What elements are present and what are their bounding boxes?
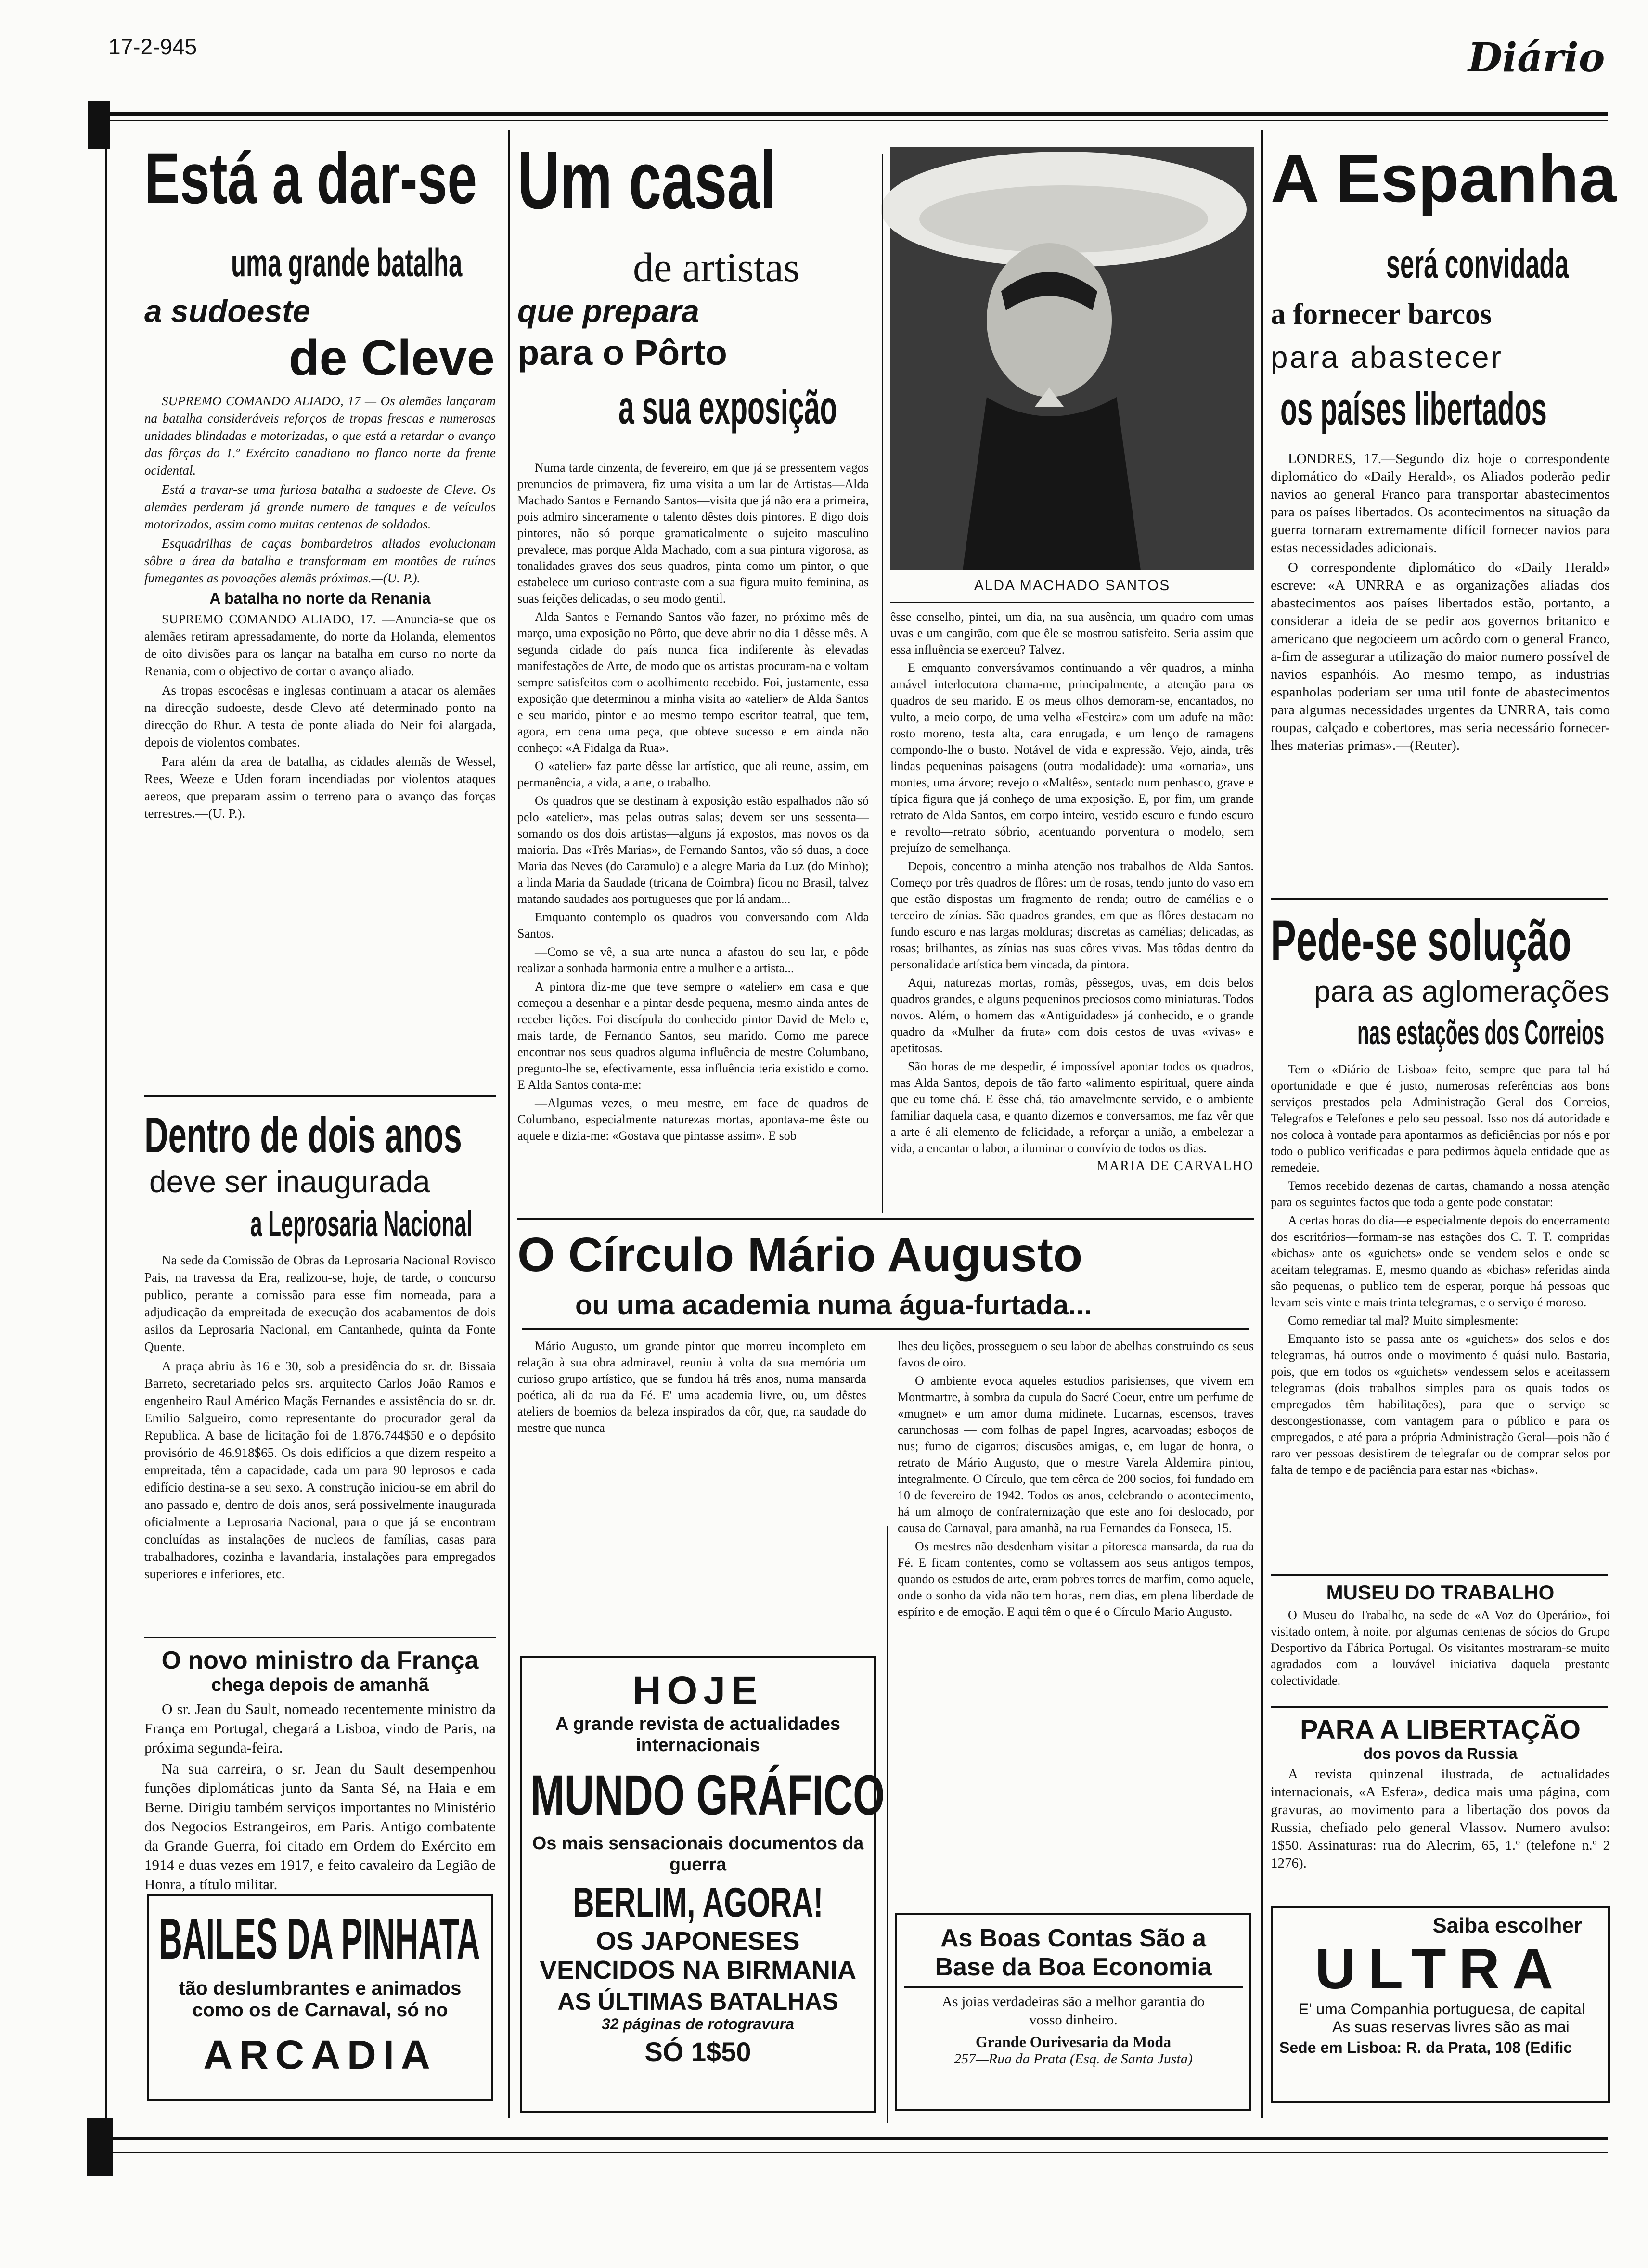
paragraph: O «atelier» faz parte dêsse lar artístico, que ali reune, assim, em permanência, a vida, a arte, o trabalho. <box>517 759 869 789</box>
deck: uma grande batalha <box>231 241 463 285</box>
ad-text: Saiba escolher <box>1432 1914 1582 1937</box>
ad-title: BAILES DA PINHATA <box>159 1907 480 1971</box>
headline: Pede-se solução <box>1271 908 1572 973</box>
paragraph: Os mestres não desdenham visitar a pitoresca mansarda, da rua da Fé. E ficam contentes, como se voltassem aos seus antigos tempos, quando os estudos de arte, eram pobres torres de marfim, como aquele, onde o sonho da vida não tem horas, nem dias, em plena liberdade de espírito e de emoção. E aqui têm o que é o Círculo Mario Augusto. <box>898 1539 1254 1619</box>
ad-text: 257—Rua da Prata (Esq. de Santa Justa) <box>954 2051 1193 2067</box>
ad-text: Os mais sensacionais documentos da guerra <box>532 1833 864 1875</box>
deck: os países libertados <box>1280 383 1547 435</box>
ad-mundo-grafico <box>520 1656 885 2113</box>
paragraph: LONDRES, 17.—Segundo diz hoje o correspondente diplomático do «Daily Herald», os Aliados poderão pedir navios ao general Franco para transportar abastecimentos para os países libertados. Os acontecimentos na situação da guerra tornaram extremamente difícil fornecer navios para estas necessidades adicionais. <box>1271 451 1610 555</box>
article-circulo <box>517 1227 1254 1685</box>
paragraph: São horas de me despedir, é impossível apontar todos os quadros, mas Alda Santos, depois de tão farto «alimento espiritual, quere ainda que eu tome chá. E êsse chá, tão amavelmente servido, e o ambiente familiar daquela casa, e quanto dizemos e conversamos, me faz vêr que a arte é ali elemento de felicidade, a reforçar a união, a embelezar a vida, a encantar o labor, a iluminar o convívio de todos os dias. <box>890 1059 1254 1155</box>
ad-text: como os de Carnaval, só no <box>192 1999 448 2021</box>
deck: para o Pôrto <box>517 333 727 373</box>
headline: MUSEU DO TRABALHO <box>1326 1581 1555 1604</box>
ad-title: ULTRA <box>1314 1937 1566 2001</box>
deck: que prepara <box>517 293 699 329</box>
deck: a sua exposição <box>618 381 837 434</box>
ad-text: Grande Ourivesaria da Moda <box>975 2033 1172 2050</box>
masthead-rule <box>103 112 1608 116</box>
article-casal <box>517 135 1254 1208</box>
paper-name: Diário <box>1468 35 1605 81</box>
ad-ourivesaria <box>895 1913 1251 2111</box>
column-subdivider <box>887 1526 888 2123</box>
ad-text: AS ÚLTIMAS BATALHAS <box>557 1988 838 2015</box>
ad-text: E' uma Companhia portuguesa, de capital <box>1299 2000 1585 2018</box>
ad-rule <box>904 1986 1243 1988</box>
section-rule <box>517 1218 1254 1220</box>
headline: PARA A LIBERTAÇÃO <box>1300 1714 1581 1744</box>
headline: A Espanha <box>1271 141 1617 216</box>
paragraph: Temos recebido dezenas de cartas, chamando a nossa atenção para os seguintes factos que toda a gente pode constatar: <box>1271 1179 1610 1209</box>
deck: chega depois de amanhã <box>211 1675 429 1695</box>
paragraph: O sr. Jean du Sault, nomeado recentemente ministro da França em Portugal, chegará a Lisboa, vindo de Paris, na próxima segunda-feira. <box>144 1701 496 1756</box>
ad-text: HOJE <box>632 1669 763 1713</box>
ad-text: As joias verdadeiras são a melhor garantia do vosso dinheiro. <box>942 1994 1205 2028</box>
masthead-rule-thin <box>103 120 1608 121</box>
deck: a sudoeste <box>144 293 310 329</box>
article-correios <box>1271 907 1610 1543</box>
ad-text: tão deslumbrantes e animados <box>179 1978 462 1999</box>
column-divider <box>1261 130 1263 2118</box>
paragraph: A praça abriu às 16 e 30, sob a presidência do sr. dr. Bissaia Barreto, secretariado pelos srs. arquitecto Carlos João Ramos e engenheiro Raul Américo Maçãs Fernandes e assistência do sr. dr. Emilio Salgueiro, como representante do procurador geral da Republica. A base de licitação foi de 1.876.744$50 e o depósito provisório de 46.918$65. Os dois edifícios a que dizem respeito a empreitada, têm a capacidade, cada um para 90 leprosos e cada edifício destina-se a seu sexo. A construção iniciou-se em abril do ano passado e, dentro de dois anos, será possivelmente inaugurada oficialmente a Leprosaria Nacional, para o que já se encontram concluídas as instalações de nucleos de famílias, casas para trabalhadores, cozinha e lavandaria, instalações para empregados superiores e inferiores, etc. <box>144 1359 496 1581</box>
headline: Está a dar-se <box>144 138 477 219</box>
paragraph: SUPREMO COMANDO ALIADO, 17. —Anuncia-se que os alemães retiram apressadamente, do norte da Holanda, elementos de oito divisões para os lançar na batalha em curso no norte da Renania, com o objectivo de cortar o avanço aliado. <box>144 612 496 678</box>
deck: para as aglomerações <box>1314 975 1609 1008</box>
ad-venue: ARCADIA <box>203 2032 437 2077</box>
deck: dos povos da Russia <box>1363 1745 1518 1762</box>
article-ministro <box>144 1646 496 1893</box>
paragraph: A pintora diz-me que teve sempre o «atelier» em casa e que começou a desenhar e a pintar desde pequena, mesmo ainda antes de receber lições. Foi discípula do conhecido pintor David de Melo e, mais tarde, de Fernando Santos, seu marido. Como me parece encontrar nos seus quadros alguma influência de mestre Columbano, pregunto-lhe se, efectivamente, essa influência teria existido e como. E Alda Santos conta-me: <box>517 979 869 1092</box>
corner-block-bottom <box>87 2118 113 2176</box>
headline: O novo ministro da França <box>161 1647 479 1675</box>
headline: Um casal <box>517 135 776 226</box>
footer-rule <box>111 2137 1608 2140</box>
paragraph: Está a travar-se uma furiosa batalha a sudoeste de Cleve. Os alemães perderam já grande numero de tanques e de veículos motorizados, assim como muitas centenas de soldados. <box>144 482 496 531</box>
paragraph: —Como se vê, a sua arte nunca a afastou do seu lar, e pôde realizar a sonhada harmonia entre a mulher e a artista... <box>517 945 869 975</box>
paragraph: Depois, concentro a minha atenção nos trabalhos de Alda Santos. Começo por três quadros de flôres: um de rosas, tendo junto do vaso em que estão dispostas um fragmento de renda; outro de camélias e o terceiro de zínias. São quadros grandes, em que as flôres destacam no fundo escuro e nas largas molduras; discretas as camélias; delicadas, as rosas; brilhantes, as zínias nas suas côres vivas. Mas tôdas dentro da personalidade artística bem vincada, da pintora. <box>890 859 1254 971</box>
article-libertacao <box>1271 1714 1610 1896</box>
ad-bailes-pinhata <box>147 1894 493 2101</box>
deck: será convidada <box>1386 241 1569 286</box>
article-leprosaria <box>144 1107 496 1646</box>
portrait-illustration <box>890 147 1254 570</box>
paragraph: A revista quinzenal ilustrada, de actualidades internacionais, «A Esfera», dedica mais uma página, com gravuras, ao movimento para a libertação dos povos da Russia, chefiado pelo general Vlassov. Numero avulso: 1$50. Assinaturas: rua do Alecrim, 65, 1.º (telefone n.º 2 1276). <box>1271 1766 1610 1871</box>
paragraph: Na sua carreira, o sr. Jean du Sault desempenhou funções diplomáticas junto da Santa Sé, na Haia e em Berne. Dirigiu também serviços importantes no Ministério dos Negocios Estrangeiros, em Paris. Antigo combatente da Grande Guerra, foi citado em Ordem do Exército em 1914 e duas vezes em 1917, e feito cavaleiro da Legião de Honra, a título militar. <box>144 1760 496 1893</box>
ad-text: BERLIM, AGORA! <box>572 1880 824 1926</box>
paragraph: Mário Augusto, um grande pintor que morreu incompleto em relação à sua obra admiravel, reuniu à volta da sua memória um curioso grupo artístico, que se fundou há três anos, numa mansarda poética, ali da rua da Fé. E' uma academia livre, ou, um dêstes ateliers de boemios da beleza inspirados da côr, que, na saudade do mestre que nunca <box>517 1339 866 1435</box>
issue-date: 17-2-945 <box>108 34 197 59</box>
paragraph: E emquanto conversávamos continuando a vêr quadros, a minha amável interlocutora chama-me, principalmente, a atenção para os quadros de seu marido. E os meus olhos demoram-se, encantados, no vulto, a meio corpo, de uma velha «Festeira» com um adufe na mão: rosto moreno, testa alta, cara enrugada, e um lenço de ramagens compondo-lhe o busto. Notável de vida e expressão. Vejo, ainda, três lindas pequeninas paisagens (outra modalidade): uma «ornaria», uns montes, uma árvore; revejo o «Maltês», sentado num penhasco, grave e típica figura que já conheço de uma exposição. E, por fim, um grande retrato de Alda Santos, em corpo inteiro, vestido escuro e fundo escuro e revolto—retrato sóbrio, acentuando porventura o modelo, sem prejuízo de semelhança. <box>890 661 1254 855</box>
ad-title: Base da Boa Economia <box>935 1953 1212 1981</box>
deck: deve ser inaugurada <box>149 1164 430 1199</box>
paragraph: Emquanto isto se passa ante os «guichets» dos selos e dos telegramas, há outros onde o movimento é quási nulo. Bastaria, pois, que em todos os «guichets» vendessem selos e aceitassem telegramas (dois trabalhos simples para os quais todos os empregados têm habilitações), para que o serviço se descongestionasse, com vantagem para o público e para os empregados, e até para a própria Administração Geral—pois não é raro ver pessoas desistirem de telegrafar ou de comprar selos por falta de tempo e de paciência para estar nas «bichas». <box>1271 1332 1610 1477</box>
paragraph: êsse conselho, pintei, um dia, na sua ausência, um quadro com umas uvas e um cangirão, com que êle se mostrou satisfeito. Seria assim que essa influência se exerceu? Talvez. <box>890 610 1254 657</box>
paragraph: lhes deu lições, prosseguem o seu labor de abelhas construindo os seus favos de oiro. <box>898 1339 1254 1369</box>
left-margin-rule <box>105 120 107 2161</box>
ad-ultra <box>1271 1906 1610 2103</box>
deck: de Cleve <box>289 330 495 386</box>
paragraph: Para além da area de batalha, as cidades alemãs de Wessel, Rees, Weeze e Uden foram incendiadas por violentos ataques aereos, que preparam assim o terreno para o avanço das forças terrestres.—(U. P.). <box>144 754 496 821</box>
ad-text: OS JAPONESES VENCIDOS NA BIRMANIA <box>539 1927 857 1984</box>
headline: O Círculo Mário Augusto <box>517 1228 1083 1282</box>
deck: de artistas <box>633 244 800 290</box>
paragraph: O Museu do Trabalho, na sede de «A Voz do Operário», foi visitado ontem, à noite, por algumas centenas de sócios do Grupo Desportivo da Fábrica Portugal. Os visitantes mostraram-se muito agradados com a louvável iniciativa daquela prestante colectividade. <box>1271 1608 1610 1688</box>
deck-rule <box>522 1328 1249 1330</box>
paragraph: O ambiente evoca aqueles estudios parisienses, que vivem em Montmartre, à sombra da cupula do Sacré Coeur, entre um perfume de «mugnet» e um amor duma midinete. Lucarnas, escensos, traves carunchosas — com folhas de papel Ingres, acarvoadas; esboços de nus; fumo de cigarros; discusões amigas, e, em lugar de honra, o retrato de Mário Augusto, que o mestre Varela Aldemira pintou, integralmente. O Círculo, que tem cêrca de 200 socios, foi fundado em 10 de fevereiro de 1942. Todos os anos, celebrando o acontecimento, há um almoço de confraternização que este ano foi deslocado, por causa do Carnaval, para amanhã, na rua Fernandes da Fonseca, 15. <box>898 1374 1254 1535</box>
section-rule <box>1271 898 1608 900</box>
ad-text: As suas reservas livres são as mai <box>1332 2018 1570 2036</box>
ad-text: Sede em Lisboa: R. da Prata, 108 (Edific <box>1279 2039 1572 2056</box>
article-cleve <box>144 140 496 1102</box>
paragraph: O correspondente diplomático do «Daily Herald» escreve: «A UNRRA e as organizações aliadas dos abastecimentos aos países libertados estão, portanto, a considerar a ideia de se pedir aos governos britanico e americano que negocieem um acôrdo com o general Franco, a-fim de assegurar a utilização do maior numero possível de navios espanhóis. Ao mesmo tempo, as industrias espanholas poderiam ser uma util fonte de abastecimentos para algumas necessidades urgentes da UNRRA, tais como roupas, calçado e cobertores, mas seria necessário fornecer-lhes materias primas».—(Reuter). <box>1271 560 1610 753</box>
article-museu <box>1271 1581 1610 1706</box>
deck: a fornecer barcos <box>1271 298 1492 331</box>
portrait-photo <box>890 147 1254 570</box>
deck: nas estações dos Correios <box>1357 1014 1605 1052</box>
subheading: A batalha no norte da Renania <box>209 590 431 607</box>
paragraph: Alda Santos e Fernando Santos vão fazer, no próximo mês de março, uma exposição no Pôrto, que deve abrir no dia 1 dêsse mês. A segunda cidade do país nunca fica indiferente às elevadas manifestações de Arte, de modo que os artistas procuram-na e voltam sempre satisfeitos com o acolhimento recebido. Foi, justamente, essa exposição que determinou a minha visita ao «atelier» de Alda Santos e seu marido, pintor e ao mesmo tempo escritor teatral, que tem, agora, em cena uma peça, que obteve sucesso e em ainda não conheço: «A Fidalga da Rua». <box>517 610 869 755</box>
column-divider <box>508 130 510 2118</box>
column-subdivider <box>882 154 883 1213</box>
paragraph: Esquadrilhas de caças bombardeiros aliados evolucionam sôbre a área da batalha e transformam em montões de ruínas fumegantes as povoações alemãs próximas.—(U. P.). <box>144 536 496 585</box>
section-rule <box>144 1095 496 1097</box>
ad-title: MUNDO GRÁFICO <box>530 1764 885 1827</box>
paragraph: Na sede da Comissão de Obras da Leprosaria Nacional Rovisco Pais, na travessa da Era, realizou-se, hoje, de tarde, o concurso publico, perante a comissão para esse fim nomeada, para a adjudicação da empreitada de execução dos acabamentos de dois asilos da Leprosaria Nacional, em Cantanhede, quinta da Fonte Quente. <box>144 1253 496 1354</box>
paragraph: SUPREMO COMANDO ALIADO, 17 — Os alemães lançaram na batalha consideráveis reforços de tropas frescas e numerosas unidades blindadas e motorizadas, o que está a retardar o avanço das fôrças do 1.º Exército canadiano no flanco norte da frente ocidental. <box>144 394 496 477</box>
paragraph: Tem o «Diário de Lisboa» feito, sempre que para tal há oportunidade e que é justo, numerosas referências aos bons serviços prestados pela Administração Geral dos Correios, Telegrafos e Telefones e pelo seu pessoal. Isso nos dá autoridade e nos coloca à vontade para apontarmos as deficiências por nós e por todo o publico verificadas e para pedirmos àquela entidade que as remedeie. <box>1271 1062 1610 1174</box>
footer-rule-2 <box>111 2152 1608 2153</box>
photo-caption: ALDA MACHADO SANTOS <box>974 578 1171 593</box>
section-rule <box>144 1637 496 1638</box>
article-espanha <box>1271 140 1617 905</box>
section-rule <box>1271 1574 1608 1576</box>
deck: a Leprosaria Nacional <box>250 1204 473 1244</box>
ad-price: SÓ 1$50 <box>644 2036 751 2067</box>
paragraph: As tropas escocêsas e inglesas continuam a atacar os alemães na direcção sudoeste, desde Clevo até determinado ponto na direcção do Rhur. A testa de ponte aliada do Neir foi alargada, depois de violentos combates. <box>144 683 496 749</box>
paragraph: Aqui, naturezas mortas, romãs, pêssegos, uvas, em dois belos quadros grandes, e alguns pequeninos preciosos como miniaturas. Todos novos. Além, o homem das «Antiguidades» já conhecido, e o grande quadro da «Mulher da fruta» com dois cestos de uvas «vivas» e apetitosas. <box>890 976 1254 1055</box>
headline: Dentro de dois anos <box>144 1108 462 1163</box>
deck: ou uma academia numa água-furtada... <box>575 1289 1092 1321</box>
caption-rule <box>890 602 1254 603</box>
paragraph: Emquanto contemplo os quadros vou conversando com Alda Santos. <box>517 910 869 941</box>
paragraph: A certas horas do dia—e especialmente depois do encerramento dos escritórios—formam-se nas estações dos C. T. T. compridas «bichas» ante os «guichets» onde se vendem selos e onde se aceitam telegramas. E, mesmo quando as «bichas» referidas ainda são pequenas, o publico tem de esperar, porque há pessoas que levam seis vinte e mais trinta telegramas, e o serviço é moroso. <box>1271 1213 1610 1309</box>
paragraph: Como remediar tal mal? Muito simplesmente: <box>1288 1314 1519 1327</box>
ad-text: A grande revista de actualidades internacionais <box>555 1714 841 1755</box>
deck: para abastecer <box>1271 340 1503 374</box>
paragraph: Numa tarde cinzenta, de fevereiro, em que já se pressentem vagos prenuncios de primavera, fiz uma visita a um lar de Artistas—Alda Machado Santos e Fernando Santos—visita que já não era a primeira, pois admiro sinceramente o talento dêstes dois pintores. E digo dois pintores, não só porque gramaticalmente o sujeito masculino prevalece, mas porque Alda Machado, com a sua pintura vigorosa, as tonalidades graves dos seus quadros, pinta como um pintor, o que estabelece um curioso contraste com a sua figura muito feminina, as suas feições delicadas, o seu modo gentil. <box>517 461 869 606</box>
byline: MARIA DE CARVALHO <box>1096 1159 1254 1173</box>
paragraph: Os quadros que se destinam à exposição estão espalhados não só pelo «atelier», mas pelas outras salas; devem ser uns sessenta—somando os dos dois artistas—alguns já expostos, mas novos os da maioria. Das «Três Marias», de Fernando Santos, vão só duas, a doce Maria das Neves (do Caramulo) e a alegre Maria da Luz (do Minho); a linda Maria da Saudade (tricana de Coimbra) ficou no Brasil, talvez matando saudades aos portugueses que por lá andam... <box>517 794 869 906</box>
section-rule <box>1271 1706 1608 1708</box>
ad-title: As Boas Contas São a <box>940 1924 1206 1952</box>
ad-text: 32 páginas de rotogravura <box>601 2015 795 2033</box>
paragraph: —Algumas vezes, o meu mestre, em face de quadros de Columbano, especialmente naturezas mortas, apontava-me êste ou aquele e dizia-me: «Gostava que pintasse assim». E sob <box>517 1096 869 1143</box>
